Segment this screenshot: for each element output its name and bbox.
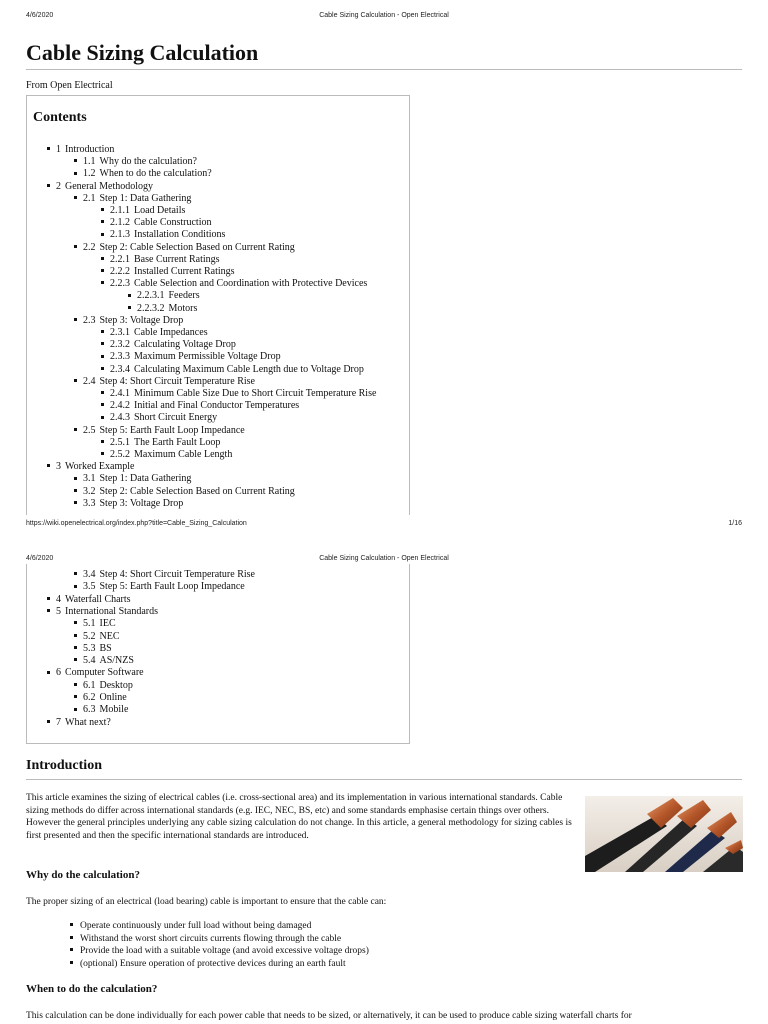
bullet-icon	[74, 159, 77, 162]
toc-item[interactable]	[101, 449, 232, 461]
toc-item[interactable]	[101, 364, 364, 376]
bullet-icon	[101, 440, 104, 443]
print-date: 4/6/2020	[26, 555, 54, 562]
toc-item[interactable]	[74, 498, 183, 510]
bullet-icon	[101, 330, 104, 333]
toc-label: Step 3: Voltage Drop	[99, 314, 184, 326]
bullet-icon	[47, 720, 50, 723]
bullet-icon	[101, 269, 104, 272]
toc-label: Step 2: Cable Selection Based on Current Rating	[99, 485, 295, 497]
toc-item[interactable]	[47, 594, 131, 606]
toc-item[interactable]	[74, 655, 134, 667]
toc-heading: Contents	[33, 110, 87, 125]
toc-box-continued	[26, 564, 410, 744]
toc-label: Waterfall Charts	[65, 593, 131, 605]
toc-item[interactable]	[74, 704, 128, 716]
toc-label: When to do the calculation?	[99, 168, 212, 180]
bullet-icon	[47, 671, 50, 674]
bullet-icon	[128, 294, 131, 297]
print-title: Cable Sizing Calculation - Open Electrical	[319, 555, 449, 562]
toc-label: Calculating Voltage Drop	[134, 339, 236, 351]
toc-number: 5.4	[83, 655, 96, 667]
toc-item[interactable]	[74, 569, 255, 581]
toc-item[interactable]	[74, 168, 212, 180]
toc-number: 2.5.1	[110, 436, 130, 448]
bullet-icon	[47, 597, 50, 600]
toc-label: Online	[99, 692, 127, 703]
toc-label: Installed Current Ratings	[134, 266, 235, 277]
toc-label: Worked Example	[65, 461, 135, 473]
toc-label: Maximum Cable Length	[134, 449, 233, 460]
bullet-icon	[47, 147, 50, 150]
toc-number: 1.1	[83, 156, 96, 168]
bullet-icon	[74, 477, 77, 480]
toc-item[interactable]	[101, 205, 185, 217]
toc-number: 2.1.3	[110, 229, 130, 241]
toc-number: 5.1	[83, 618, 96, 630]
list-item-text: (optional) Ensure operation of protective devices during an earth fault	[80, 958, 346, 969]
toc-label: Mobile	[99, 704, 129, 716]
toc-label: Motors	[168, 302, 198, 314]
toc-item[interactable]	[101, 388, 376, 400]
toc-label: Introduction	[65, 144, 115, 155]
bullet-icon	[70, 961, 73, 964]
toc-number: 6	[56, 667, 61, 679]
page-title: Cable Sizing Calculation	[26, 40, 259, 65]
toc-label: Minimum Cable Size Due to Short Circuit Temperature Rise	[134, 388, 377, 399]
toc-label: Initial and Final Conductor Temperatures	[134, 400, 300, 412]
list-item-text: Operate continuously under full load without being damaged	[80, 921, 312, 931]
toc-number: 2.3.4	[110, 363, 130, 375]
bullet-icon	[101, 257, 104, 260]
list-item	[70, 920, 311, 933]
toc-item[interactable]	[101, 339, 236, 351]
toc-box	[26, 95, 410, 515]
bullet-icon	[101, 403, 104, 406]
toc-label: Step 5: Earth Fault Loop Impedance	[99, 424, 245, 436]
section-heading-introduction: Introduction	[26, 758, 102, 773]
toc-item[interactable]	[47, 667, 144, 679]
toc-label: General Methodology	[65, 180, 154, 192]
toc-item[interactable]	[74, 618, 116, 630]
toc-label: Calculating Maximum Cable Length due to Voltage Drop	[134, 363, 364, 375]
toc-item[interactable]	[101, 266, 235, 278]
toc-label: Computer Software	[65, 667, 144, 679]
toc-item[interactable]	[101, 229, 225, 241]
toc-label: The Earth Fault Loop	[134, 436, 221, 448]
bullet-icon	[74, 658, 77, 661]
toc-item[interactable]	[47, 181, 153, 193]
toc-number: 2.2.3	[110, 278, 130, 290]
bullet-icon	[74, 683, 77, 686]
toc-number: 2.5	[83, 424, 96, 436]
toc-item[interactable]	[74, 315, 183, 327]
bullet-icon	[101, 233, 104, 236]
toc-item[interactable]	[74, 692, 127, 704]
toc-item[interactable]	[101, 217, 212, 229]
toc-number: 2.3.3	[110, 351, 130, 363]
bullet-icon	[70, 948, 73, 951]
list-item	[70, 945, 369, 958]
toc-item[interactable]	[101, 351, 281, 363]
section-divider	[26, 779, 742, 780]
toc-label: Cable Impedances	[134, 327, 208, 338]
toc-item[interactable]	[74, 156, 197, 168]
bullet-icon	[74, 695, 77, 698]
toc-label: Step 4: Short Circuit Temperature Rise	[99, 375, 255, 387]
toc-number: 3	[56, 461, 61, 473]
toc-label: AS/NZS	[99, 655, 134, 667]
toc-item[interactable]	[101, 400, 299, 412]
list-item	[70, 958, 346, 971]
toc-number: 2.2.3.1	[137, 290, 165, 302]
toc-item[interactable]	[101, 327, 208, 339]
toc-number: 2.4.1	[110, 388, 130, 399]
bullet-icon	[74, 172, 77, 175]
toc-item[interactable]	[101, 278, 367, 290]
bullet-icon	[101, 355, 104, 358]
toc-number: 5.2	[83, 630, 96, 642]
toc-item[interactable]	[101, 437, 220, 449]
toc-item[interactable]	[74, 680, 133, 692]
print-date: 4/6/2020	[26, 12, 54, 19]
toc-label: IEC	[99, 618, 116, 630]
bullet-icon	[74, 572, 77, 575]
bullet-icon	[47, 609, 50, 612]
when-paragraph: This calculation can be done individually for each power cable that needs to be sized, or alternatively, it can be used to produce cable sizing waterfall charts for	[26, 1011, 632, 1021]
toc-label: Short Circuit Energy	[134, 412, 218, 424]
toc-number: 2.5.2	[110, 449, 130, 460]
bullet-icon	[74, 708, 77, 711]
toc-label: Load Details	[134, 205, 186, 216]
toc-number: 2.4.3	[110, 412, 130, 424]
bullet-icon	[101, 342, 104, 345]
bullet-icon	[101, 416, 104, 419]
bullet-icon	[74, 489, 77, 492]
bullet-icon	[47, 184, 50, 187]
toc-number: 2.2	[83, 241, 96, 253]
toc-number: 2.2.2	[110, 266, 130, 277]
toc-item[interactable]	[128, 303, 197, 315]
toc-number: 2.3	[83, 314, 96, 326]
toc-number: 2.1.1	[110, 205, 130, 216]
toc-number: 3.3	[83, 497, 96, 509]
toc-number: 3.4	[83, 569, 96, 580]
toc-label: What next?	[65, 716, 111, 728]
toc-number: 1.2	[83, 168, 96, 180]
why-paragraph: The proper sizing of an electrical (load bearing) cable is important to ensure that the cable can:	[26, 897, 387, 907]
toc-label: Cable Construction	[134, 217, 212, 229]
print-title: Cable Sizing Calculation - Open Electrical	[319, 12, 449, 19]
bullet-icon	[74, 245, 77, 248]
toc-label: BS	[99, 642, 112, 654]
toc-label: International Standards	[65, 605, 159, 617]
toc-label: Feeders	[168, 290, 200, 302]
toc-label: Desktop	[99, 679, 133, 691]
list-item-text: Withstand the worst short circuits currents flowing through the cable	[80, 933, 342, 944]
toc-number: 6.3	[83, 704, 96, 716]
list-item-text: Provide the load with a suitable voltage (and avoid excessive voltage drops)	[80, 946, 369, 956]
toc-label: NEC	[99, 630, 120, 642]
toc-number: 2.2.3.2	[137, 302, 165, 314]
toc-item[interactable]	[74, 376, 255, 388]
bullet-icon	[74, 646, 77, 649]
toc-number: 4	[56, 593, 61, 605]
toc-label: Step 1: Data Gathering	[99, 473, 192, 485]
bullet-icon	[74, 634, 77, 637]
toc-number: 2.4	[83, 375, 96, 387]
toc-item[interactable]	[101, 254, 220, 266]
toc-item[interactable]	[47, 717, 111, 729]
toc-label: Why do the calculation?	[99, 156, 197, 168]
toc-label: Maximum Permissible Voltage Drop	[134, 351, 281, 363]
toc-number: 2.4.2	[110, 400, 130, 412]
toc-item[interactable]	[74, 242, 295, 254]
bullet-icon	[101, 208, 104, 211]
toc-number: 1	[56, 144, 61, 155]
toc-number: 2.3.2	[110, 339, 130, 351]
bullet-icon	[74, 379, 77, 382]
toc-label: Step 4: Short Circuit Temperature Rise	[99, 569, 255, 580]
subheading-when: When to do the calculation?	[26, 983, 158, 995]
toc-item[interactable]	[74, 473, 191, 485]
toc-item[interactable]	[47, 461, 134, 473]
bullet-icon	[74, 585, 77, 588]
toc-item[interactable]	[47, 144, 114, 156]
toc-label: Cable Selection and Coordination with Protective Devices	[134, 278, 368, 290]
toc-number: 5	[56, 605, 61, 617]
page-number: 1/16	[728, 520, 742, 527]
print-url: https://wiki.openelectrical.org/index.php?title=Cable_Sizing_Calculation	[26, 520, 247, 527]
toc-item[interactable]	[74, 643, 112, 655]
toc-number: 5.3	[83, 642, 96, 654]
toc-number: 2.3.1	[110, 327, 130, 338]
list-item	[70, 933, 341, 946]
toc-number: 3.5	[83, 581, 96, 593]
toc-number: 2	[56, 180, 61, 192]
bullet-icon	[47, 464, 50, 467]
bullet-icon	[70, 936, 73, 939]
toc-item[interactable]	[128, 290, 200, 302]
toc-number: 3.1	[83, 473, 96, 485]
toc-label: Step 2: Cable Selection Based on Current Rating	[99, 241, 295, 253]
bullet-icon	[101, 452, 104, 455]
toc-item[interactable]	[74, 425, 245, 437]
toc-label: Step 3: Voltage Drop	[99, 497, 184, 509]
bullet-icon	[74, 318, 77, 321]
toc-number: 6.2	[83, 692, 96, 703]
toc-item[interactable]	[74, 581, 245, 593]
bullet-icon	[70, 923, 73, 926]
bullet-icon	[74, 428, 77, 431]
toc-label: Step 1: Data Gathering	[99, 192, 192, 204]
subheading-why: Why do the calculation?	[26, 869, 140, 881]
from-line: From Open Electrical	[26, 80, 113, 91]
toc-number: 2.1.2	[110, 217, 130, 229]
toc-number: 2.1	[83, 192, 96, 204]
toc-number: 6.1	[83, 679, 96, 691]
toc-item[interactable]	[101, 412, 217, 424]
bullet-icon	[74, 196, 77, 199]
title-divider	[26, 69, 742, 70]
bullet-icon	[101, 367, 104, 370]
bullet-icon	[74, 501, 77, 504]
toc-item[interactable]	[74, 193, 191, 205]
toc-number: 3.2	[83, 485, 96, 497]
toc-item[interactable]	[47, 606, 158, 618]
toc-label: Installation Conditions	[134, 229, 226, 241]
intro-paragraph: This article examines the sizing of electrical cables (i.e. cross-sectional area) and its implementation in various international standards. Cable sizing methods do differ across international standards (e.g. IEC, NEC, BS, etc) and some standards emphasise certain things over others. However the general principles underlying any cable sizing calculation do not change. In this article, a general methodology for sizing cables is first presented and then the specific international standards are introduced.	[26, 793, 572, 841]
toc-label: Base Current Ratings	[134, 253, 220, 265]
toc-number: 7	[56, 716, 61, 728]
cable-photo	[585, 796, 743, 872]
bullet-icon	[101, 281, 104, 284]
bullet-icon	[101, 220, 104, 223]
bullet-icon	[74, 621, 77, 624]
bullet-icon	[128, 306, 131, 309]
toc-item[interactable]	[74, 486, 295, 498]
bullet-icon	[101, 391, 104, 394]
toc-number: 2.2.1	[110, 253, 130, 265]
toc-item[interactable]	[74, 631, 120, 643]
toc-label: Step 5: Earth Fault Loop Impedance	[99, 581, 245, 593]
